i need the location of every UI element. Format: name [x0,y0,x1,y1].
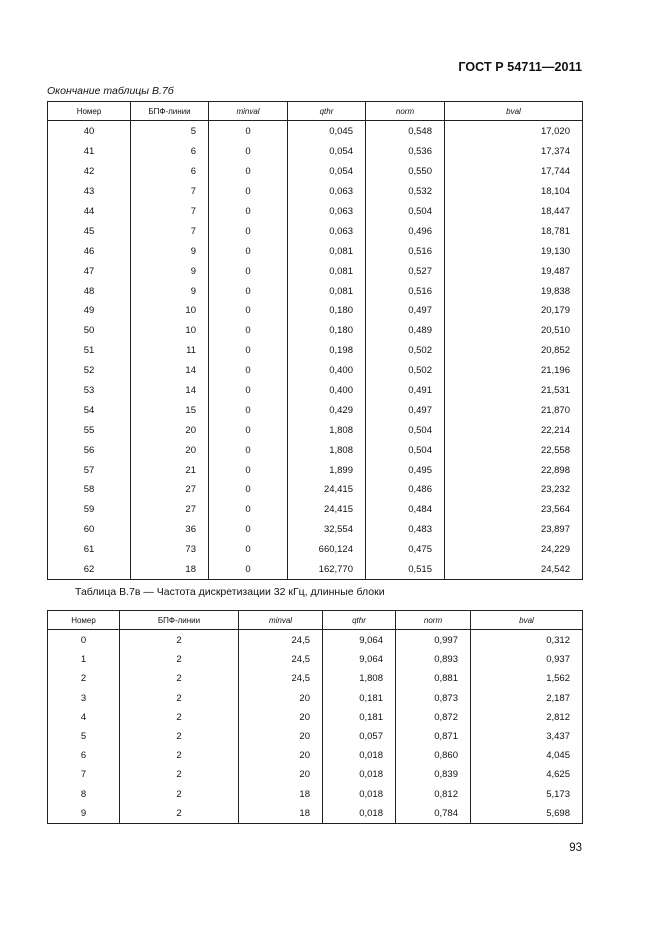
table-row [48,708,583,727]
table-row [48,400,583,420]
cell-norm: 0,504 [366,420,445,440]
cell-norm: 0,502 [366,361,445,381]
cell-norm: 0,527 [366,261,445,281]
col-header-norm: norm [396,611,471,630]
cell-qthr: 24,415 [288,480,366,500]
cell-minval: 20 [239,765,323,784]
cell-bval: 21,196 [445,361,583,381]
cell-minval: 20 [239,746,323,765]
cell-fft-lines: 20 [131,440,209,460]
cell-fft-lines: 7 [131,221,209,241]
cell-minval: 0 [209,560,288,580]
cell-norm: 0,893 [396,650,471,669]
cell-fft-lines: 27 [131,480,209,500]
table-row [48,221,583,241]
cell-fft-lines: 15 [131,400,209,420]
cell-minval: 20 [239,689,323,708]
cell-minval: 0 [209,221,288,241]
cell-number: 53 [48,381,131,401]
cell-number: 42 [48,162,131,182]
col-header-bval: bval [445,102,583,121]
cell-qthr: 0,181 [323,708,396,727]
cell-fft-lines: 10 [131,321,209,341]
cell-norm: 0,872 [396,708,471,727]
cell-bval: 17,744 [445,162,583,182]
cell-minval: 0 [209,202,288,222]
cell-number: 41 [48,142,131,162]
cell-number: 4 [48,708,120,727]
cell-norm: 0,491 [366,381,445,401]
cell-number: 6 [48,746,120,765]
cell-norm: 0,839 [396,765,471,784]
cell-qthr: 162,770 [288,560,366,580]
table-row [48,202,583,222]
col-header-number: Номер [48,611,120,630]
cell-norm: 0,997 [396,630,471,651]
cell-qthr: 0,081 [288,241,366,261]
cell-fft-lines: 2 [120,669,239,688]
col-header-number: Номер [48,102,131,121]
cell-fft-lines: 14 [131,361,209,381]
cell-qthr: 0,018 [323,746,396,765]
cell-qthr: 0,063 [288,221,366,241]
cell-qthr: 0,180 [288,301,366,321]
table-row [48,162,583,182]
cell-fft-lines: 7 [131,182,209,202]
cell-qthr: 0,057 [323,727,396,746]
table-row [48,361,583,381]
col-header-minval: minval [239,611,323,630]
cell-number: 48 [48,281,131,301]
cell-fft-lines: 2 [120,708,239,727]
cell-number: 59 [48,500,131,520]
cell-norm: 0,489 [366,321,445,341]
cell-number: 46 [48,241,131,261]
page-number: 93 [569,842,582,854]
cell-qthr: 0,081 [288,281,366,301]
cell-bval: 20,510 [445,321,583,341]
table-b7v [47,610,583,824]
table-row [48,650,583,669]
cell-norm: 0,871 [396,727,471,746]
cell-qthr: 9,064 [323,650,396,669]
cell-minval: 0 [209,121,288,142]
cell-qthr: 1,808 [288,440,366,460]
cell-norm: 0,784 [396,804,471,824]
cell-fft-lines: 18 [131,560,209,580]
cell-norm: 0,504 [366,202,445,222]
cell-number: 51 [48,341,131,361]
cell-minval: 24,5 [239,650,323,669]
cell-norm: 0,516 [366,281,445,301]
cell-bval: 18,447 [445,202,583,222]
cell-bval: 19,838 [445,281,583,301]
table-row [48,301,583,321]
cell-number: 40 [48,121,131,142]
cell-minval: 0 [209,341,288,361]
cell-minval: 20 [239,708,323,727]
cell-qthr: 0,081 [288,261,366,281]
cell-minval: 0 [209,321,288,341]
cell-number: 44 [48,202,131,222]
cell-qthr: 0,018 [323,765,396,784]
cell-number: 9 [48,804,120,824]
cell-minval: 0 [209,142,288,162]
table-row [48,785,583,804]
table-header-row [48,102,583,121]
cell-norm: 0,873 [396,689,471,708]
col-header-qthr: qthr [288,102,366,121]
cell-bval: 5,698 [471,804,583,824]
cell-qthr: 1,808 [323,669,396,688]
cell-minval: 18 [239,785,323,804]
cell-qthr: 0,045 [288,121,366,142]
cell-bval: 17,020 [445,121,583,142]
cell-number: 3 [48,689,120,708]
cell-qthr: 0,018 [323,785,396,804]
cell-number: 47 [48,261,131,281]
cell-minval: 0 [209,540,288,560]
cell-number: 57 [48,460,131,480]
cell-qthr: 0,054 [288,142,366,162]
table-row [48,341,583,361]
col-header-bval: bval [471,611,583,630]
cell-fft-lines: 21 [131,460,209,480]
cell-bval: 21,870 [445,400,583,420]
table-row [48,420,583,440]
cell-bval: 23,897 [445,520,583,540]
cell-minval: 0 [209,420,288,440]
cell-qthr: 0,063 [288,202,366,222]
cell-number: 58 [48,480,131,500]
cell-bval: 22,558 [445,440,583,460]
cell-bval: 17,374 [445,142,583,162]
cell-fft-lines: 11 [131,341,209,361]
table1-body [48,121,583,580]
cell-minval: 18 [239,804,323,824]
cell-number: 49 [48,301,131,321]
cell-norm: 0,881 [396,669,471,688]
cell-bval: 24,542 [445,560,583,580]
cell-norm: 0,515 [366,560,445,580]
table-row [48,440,583,460]
cell-minval: 0 [209,361,288,381]
cell-norm: 0,548 [366,121,445,142]
cell-number: 8 [48,785,120,804]
cell-number: 62 [48,560,131,580]
cell-norm: 0,495 [366,460,445,480]
cell-fft-lines: 6 [131,162,209,182]
cell-norm: 0,486 [366,480,445,500]
cell-number: 43 [48,182,131,202]
cell-bval: 2,187 [471,689,583,708]
cell-number: 56 [48,440,131,460]
cell-bval: 5,173 [471,785,583,804]
cell-qthr: 32,554 [288,520,366,540]
cell-qthr: 9,064 [323,630,396,651]
table-row [48,746,583,765]
cell-bval: 20,852 [445,341,583,361]
cell-fft-lines: 20 [131,420,209,440]
cell-number: 60 [48,520,131,540]
cell-number: 55 [48,420,131,440]
cell-norm: 0,532 [366,182,445,202]
table-row [48,804,583,824]
cell-minval: 0 [209,500,288,520]
cell-minval: 0 [209,182,288,202]
cell-fft-lines: 2 [120,689,239,708]
cell-qthr: 0,018 [323,804,396,824]
cell-fft-lines: 2 [120,650,239,669]
table1-caption: Окончание таблицы В.7б [47,85,174,97]
table-row [48,480,583,500]
col-header-minval: minval [209,102,288,121]
cell-minval: 0 [209,480,288,500]
cell-fft-lines: 2 [120,765,239,784]
cell-bval: 22,898 [445,460,583,480]
cell-bval: 19,130 [445,241,583,261]
table2-caption: Таблица В.7в — Частота дискретизации 32 кГц, длинные блоки [75,586,385,598]
cell-bval: 3,437 [471,727,583,746]
cell-fft-lines: 9 [131,281,209,301]
table-row [48,121,583,142]
cell-minval: 0 [209,440,288,460]
table-row [48,500,583,520]
table-row [48,689,583,708]
cell-norm: 0,496 [366,221,445,241]
table-row [48,520,583,540]
cell-minval: 0 [209,261,288,281]
table-row [48,381,583,401]
cell-qthr: 1,808 [288,420,366,440]
cell-bval: 21,531 [445,381,583,401]
cell-minval: 0 [209,162,288,182]
cell-fft-lines: 2 [120,630,239,651]
cell-fft-lines: 6 [131,142,209,162]
cell-qthr: 0,400 [288,381,366,401]
cell-norm: 0,483 [366,520,445,540]
cell-qthr: 0,180 [288,321,366,341]
cell-minval: 0 [209,520,288,540]
cell-number: 45 [48,221,131,241]
cell-number: 0 [48,630,120,651]
cell-qthr: 0,198 [288,341,366,361]
cell-bval: 23,232 [445,480,583,500]
cell-minval: 0 [209,460,288,480]
cell-bval: 18,781 [445,221,583,241]
cell-fft-lines: 2 [120,785,239,804]
cell-number: 7 [48,765,120,784]
cell-bval: 1,562 [471,669,583,688]
col-header-qthr: qthr [323,611,396,630]
table-b7b-continuation [47,101,583,580]
cell-fft-lines: 73 [131,540,209,560]
table-row [48,765,583,784]
table-row [48,540,583,560]
cell-qthr: 24,415 [288,500,366,520]
table-row [48,182,583,202]
table-row [48,142,583,162]
cell-bval: 20,179 [445,301,583,321]
cell-bval: 2,812 [471,708,583,727]
cell-fft-lines: 10 [131,301,209,321]
cell-norm: 0,475 [366,540,445,560]
cell-norm: 0,516 [366,241,445,261]
cell-bval: 18,104 [445,182,583,202]
cell-minval: 0 [209,301,288,321]
cell-norm: 0,536 [366,142,445,162]
cell-fft-lines: 2 [120,746,239,765]
cell-norm: 0,860 [396,746,471,765]
cell-number: 54 [48,400,131,420]
cell-qthr: 1,899 [288,460,366,480]
cell-number: 5 [48,727,120,746]
col-header-fft-lines: БПФ-линии [120,611,239,630]
cell-minval: 20 [239,727,323,746]
table-row [48,321,583,341]
cell-minval: 0 [209,381,288,401]
table-row [48,669,583,688]
table-header-row [48,611,583,630]
cell-number: 50 [48,321,131,341]
cell-fft-lines: 36 [131,520,209,540]
table-row [48,727,583,746]
table-row [48,630,583,651]
cell-number: 2 [48,669,120,688]
cell-fft-lines: 5 [131,121,209,142]
cell-minval: 0 [209,281,288,301]
cell-bval: 4,045 [471,746,583,765]
table-row [48,261,583,281]
table-row [48,560,583,580]
cell-norm: 0,484 [366,500,445,520]
cell-norm: 0,497 [366,301,445,321]
cell-bval: 23,564 [445,500,583,520]
cell-minval: 0 [209,241,288,261]
cell-bval: 22,214 [445,420,583,440]
cell-number: 52 [48,361,131,381]
cell-qthr: 0,181 [323,689,396,708]
cell-fft-lines: 14 [131,381,209,401]
cell-norm: 0,504 [366,440,445,460]
cell-norm: 0,502 [366,341,445,361]
col-header-norm: norm [366,102,445,121]
cell-fft-lines: 27 [131,500,209,520]
table-row [48,281,583,301]
cell-bval: 4,625 [471,765,583,784]
cell-norm: 0,550 [366,162,445,182]
cell-minval: 0 [209,400,288,420]
cell-fft-lines: 9 [131,261,209,281]
document-code: ГОСТ Р 54711—2011 [458,60,582,74]
cell-number: 1 [48,650,120,669]
cell-qthr: 0,400 [288,361,366,381]
table-row [48,460,583,480]
cell-bval: 19,487 [445,261,583,281]
cell-bval: 0,312 [471,630,583,651]
table2-body [48,630,583,824]
cell-number: 61 [48,540,131,560]
cell-bval: 0,937 [471,650,583,669]
cell-norm: 0,812 [396,785,471,804]
cell-fft-lines: 9 [131,241,209,261]
cell-qthr: 0,429 [288,400,366,420]
cell-minval: 24,5 [239,630,323,651]
cell-qthr: 660,124 [288,540,366,560]
table-row [48,241,583,261]
cell-minval: 24,5 [239,669,323,688]
cell-fft-lines: 7 [131,202,209,222]
cell-qthr: 0,054 [288,162,366,182]
cell-fft-lines: 2 [120,804,239,824]
col-header-fft-lines: БПФ-линии [131,102,209,121]
cell-fft-lines: 2 [120,727,239,746]
cell-bval: 24,229 [445,540,583,560]
cell-qthr: 0,063 [288,182,366,202]
cell-norm: 0,497 [366,400,445,420]
